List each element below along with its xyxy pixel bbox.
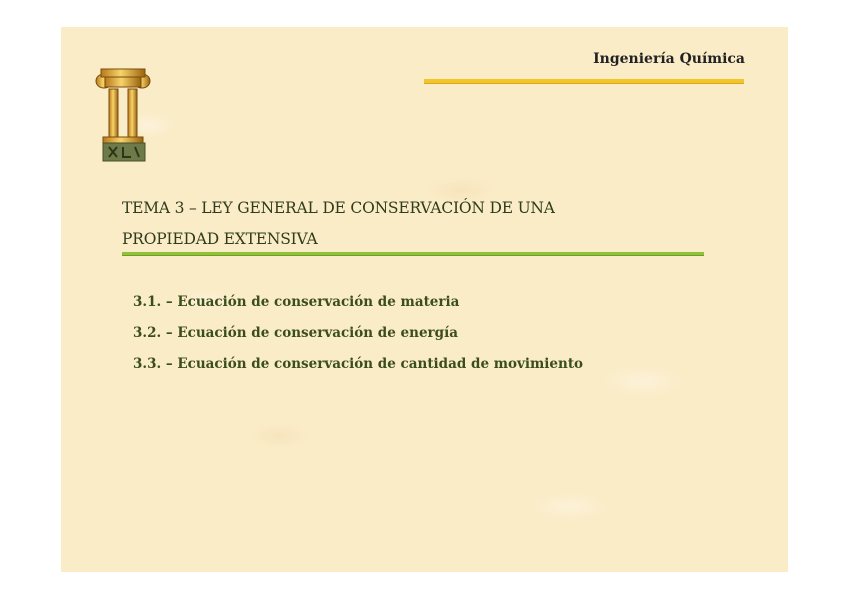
- topic-item: 3.2. – Ecuación de conservación de energía: [133, 325, 458, 341]
- column-capital-logo-icon: [95, 63, 151, 163]
- slide-title: [122, 193, 712, 255]
- topic-item: 3.3. – Ecuación de conservación de cantidad de movimiento: [133, 356, 584, 372]
- header-rule: [424, 79, 744, 84]
- slide: [61, 27, 788, 572]
- slide-title-line-2: PROPIEDAD EXTENSIVA: [122, 230, 318, 248]
- topic-list: [133, 292, 583, 385]
- header-title: Ingeniería Química: [593, 51, 745, 67]
- title-rule: [122, 252, 704, 256]
- slide-title-line-1: TEMA 3 – LEY GENERAL DE CONSERVACIÓN DE UNA: [122, 199, 555, 217]
- topic-item: 3.1. – Ecuación de conservación de materia: [133, 294, 460, 310]
